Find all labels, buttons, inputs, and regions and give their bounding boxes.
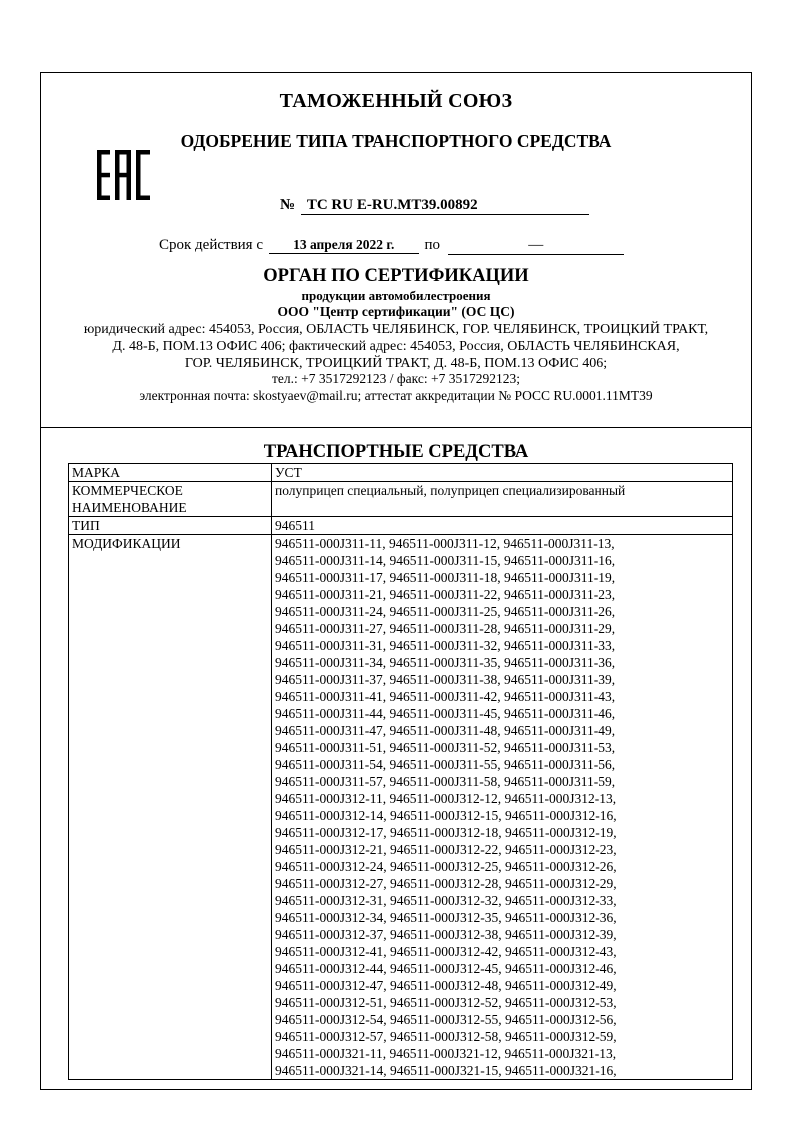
address-line: Д. 48-Б, ПОМ.13 ОФИС 406; фактический адрес: 454053, Россия, ОБЛАСТЬ ЧЕЛЯБИНСКАЯ, [112, 339, 680, 354]
modification-line: 946511-000J312-27, 946511-000J312-28, 946511-000J312-29, [275, 876, 617, 891]
modification-line: 946511-000J312-47, 946511-000J312-48, 946511-000J312-49, [275, 978, 617, 993]
modification-line: 946511-000J321-11, 946511-000J321-12, 946511-000J321-13, [275, 1046, 617, 1061]
type-label: ТИП [69, 517, 272, 535]
modification-line: 946511-000J311-44, 946511-000J311-45, 946511-000J311-46, [275, 706, 616, 721]
commercial-name-label: КОММЕРЧЕСКОЕ НАИМЕНОВАНИЕ [69, 482, 272, 517]
term-to-date: — [448, 237, 624, 255]
union-title: ТАМОЖЕННЫЙ СОЮЗ [279, 90, 513, 112]
approval-number: TC RU E-RU.MT39.00892 [301, 197, 589, 215]
table-row [69, 517, 733, 535]
modification-line: 946511-000J311-17, 946511-000J311-18, 946511-000J311-19, [275, 570, 616, 585]
modification-line: 946511-000J311-27, 946511-000J311-28, 946511-000J311-29, [275, 621, 616, 636]
modification-line: 946511-000J312-34, 946511-000J312-35, 946511-000J312-36, [275, 910, 617, 925]
document-type-title: ОДОБРЕНИЕ ТИПА ТРАНСПОРТНОГО СРЕДСТВА [180, 131, 612, 151]
modification-line: 946511-000J312-41, 946511-000J312-42, 946511-000J312-43, [275, 944, 617, 959]
modification-line: 946511-000J311-51, 946511-000J311-52, 946511-000J311-53, [275, 740, 616, 755]
modification-line: 946511-000J311-47, 946511-000J311-48, 946511-000J311-49, [275, 723, 616, 738]
modification-line: 946511-000J311-14, 946511-000J311-15, 946511-000J311-16, [275, 553, 616, 568]
modification-line: 946511-000J312-14, 946511-000J312-15, 946511-000J312-16, [275, 808, 617, 823]
attestation-line: электронная почта: skostyaev@mail.ru; аттестат аккредитации № РОСС RU.0001.11MT39 [139, 388, 653, 403]
modification-line: 946511-000J321-14, 946511-000J321-15, 946511-000J321-16, [275, 1063, 617, 1078]
modification-line: 946511-000J312-24, 946511-000J312-25, 946511-000J312-26, [275, 859, 617, 874]
modification-line: 946511-000J311-57, 946511-000J311-58, 946511-000J311-59, [275, 774, 616, 789]
type-value: 946511 [272, 517, 733, 535]
modification-line: 946511-000J312-37, 946511-000J312-38, 946511-000J312-39, [275, 927, 617, 942]
eac-logo-icon [97, 150, 151, 200]
term-to-label: по [424, 237, 441, 253]
modification-line: 946511-000J311-41, 946511-000J311-42, 946511-000J311-43, [275, 689, 616, 704]
approval-number-line [280, 197, 589, 215]
address-line: юридический адрес: 454053, Россия, ОБЛАСТЬ ЧЕЛЯБИНСК, ГОР. ЧЕЛЯБИНСК, ТРОИЦКИЙ ТРАКТ, [83, 322, 709, 337]
modification-line: 946511-000J311-21, 946511-000J311-22, 946511-000J311-23, [275, 587, 616, 602]
modification-line: 946511-000J312-54, 946511-000J312-55, 946511-000J312-56, [275, 1012, 617, 1027]
modification-line: 946511-000J311-37, 946511-000J311-38, 946511-000J311-39, [275, 672, 616, 687]
modifications-value [272, 535, 733, 1080]
modification-line: 946511-000J311-34, 946511-000J311-35, 946511-000J311-36, [275, 655, 616, 670]
vehicle-spec-table [68, 463, 733, 1080]
modification-line: 946511-000J312-57, 946511-000J312-58, 946511-000J312-59, [275, 1029, 617, 1044]
certification-body-address [44, 321, 748, 372]
modification-line: 946511-000J312-11, 946511-000J312-12, 946511-000J312-13, [275, 791, 617, 806]
vehicles-section-title: ТРАНСПОРТНЫЕ СРЕДСТВА [263, 442, 529, 462]
table-row [69, 535, 733, 1080]
term-from-date: 13 апреля 2022 г. [269, 236, 419, 254]
section-divider [40, 427, 752, 428]
table-row [69, 464, 733, 482]
modification-line: 946511-000J311-24, 946511-000J311-25, 946511-000J311-26, [275, 604, 616, 619]
modification-line: 946511-000J311-11, 946511-000J311-12, 946511-000J311-13, [275, 536, 615, 551]
certification-body-name: ООО "Центр сертификации" (ОС ЦС) [277, 304, 515, 319]
validity-term-line [159, 236, 624, 255]
certification-body-title: ОРГАН ПО СЕРТИФИКАЦИИ [263, 266, 529, 286]
address-line: ГОР. ЧЕЛЯБИНСК, ТРОИЦКИЙ ТРАКТ, Д. 48-Б, ПОМ.13 ОФИС 406; [184, 356, 608, 371]
brand-value: УСТ [272, 464, 733, 482]
modification-line: 946511-000J312-51, 946511-000J312-52, 946511-000J312-53, [275, 995, 617, 1010]
modifications-label: МОДИФИКАЦИИ [69, 535, 272, 1080]
modification-line: 946511-000J312-17, 946511-000J312-18, 946511-000J312-19, [275, 825, 617, 840]
modification-line: 946511-000J312-44, 946511-000J312-45, 946511-000J312-46, [275, 961, 617, 976]
modification-line: 946511-000J312-31, 946511-000J312-32, 946511-000J312-33, [275, 893, 617, 908]
number-label: № [280, 197, 296, 213]
term-label: Срок действия с [159, 237, 263, 253]
table-row [69, 482, 733, 517]
certification-body-subtitle: продукции автомобилестроения [301, 288, 491, 303]
brand-label: МАРКА [69, 464, 272, 482]
commercial-name-value: полуприцеп специальный, полуприцеп специализированный [272, 482, 733, 517]
modification-line: 946511-000J311-31, 946511-000J311-32, 946511-000J311-33, [275, 638, 616, 653]
contacts-line: тел.: +7 3517292123 / факс: +7 3517292123; [272, 371, 520, 386]
modification-line: 946511-000J311-54, 946511-000J311-55, 946511-000J311-56, [275, 757, 616, 772]
modification-line: 946511-000J312-21, 946511-000J312-22, 946511-000J312-23, [275, 842, 617, 857]
